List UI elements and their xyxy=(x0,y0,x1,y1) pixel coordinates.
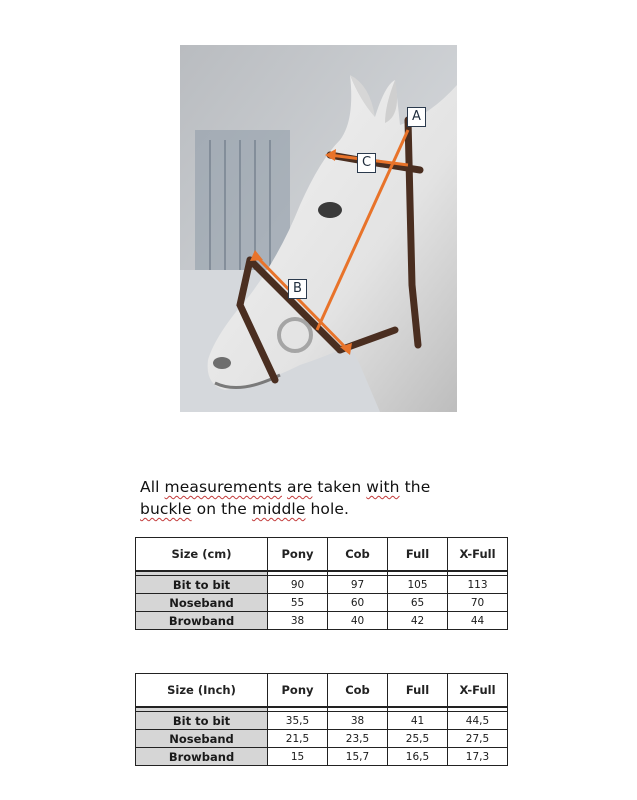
column-header: Pony xyxy=(268,674,328,708)
table-cell: 90 xyxy=(268,576,328,594)
column-header: Full xyxy=(388,538,448,572)
table-cell: 38 xyxy=(328,712,388,730)
table-cell: 41 xyxy=(388,712,448,730)
table-cell: 105 xyxy=(388,576,448,594)
column-header: Full xyxy=(388,674,448,708)
note-line-2 xyxy=(140,498,470,520)
table-cell: 15 xyxy=(268,748,328,766)
table-cell: 27,5 xyxy=(448,730,508,748)
spellcheck-word: middle xyxy=(251,500,306,518)
table-cell: 65 xyxy=(388,594,448,612)
table-cell: 113 xyxy=(448,576,508,594)
measurement-note xyxy=(140,476,470,520)
size-table-cm xyxy=(135,537,508,630)
column-header: Size (cm) xyxy=(136,538,268,572)
table-cell: 38 xyxy=(268,612,328,630)
row-label: Browband xyxy=(136,612,268,630)
table-cell: 16,5 xyxy=(388,748,448,766)
row-label: Noseband xyxy=(136,594,268,612)
column-header: Cob xyxy=(328,538,388,572)
column-header: Size (Inch) xyxy=(136,674,268,708)
marker-c-label: C xyxy=(357,153,376,173)
table-cell: 55 xyxy=(268,594,328,612)
table-row xyxy=(136,730,508,748)
spellcheck-word: are xyxy=(287,478,313,496)
table-header-row xyxy=(136,674,508,708)
table-cell: 15,7 xyxy=(328,748,388,766)
note-text: All xyxy=(140,478,165,496)
row-label: Browband xyxy=(136,748,268,766)
table-row xyxy=(136,576,508,594)
column-header: X-Full xyxy=(448,538,508,572)
horse-illustration xyxy=(180,45,457,412)
horse-bridle-photo xyxy=(180,45,457,412)
table-row xyxy=(136,712,508,730)
column-header: X-Full xyxy=(448,674,508,708)
table-header-row xyxy=(136,538,508,572)
table-cell: 44,5 xyxy=(448,712,508,730)
table-cell: 42 xyxy=(388,612,448,630)
table-cell: 35,5 xyxy=(268,712,328,730)
table-cell: 70 xyxy=(448,594,508,612)
table-cell: 25,5 xyxy=(388,730,448,748)
table-cell: 17,3 xyxy=(448,748,508,766)
note-text: on the xyxy=(191,500,252,518)
row-label: Bit to bit xyxy=(136,712,268,730)
table-cell: 21,5 xyxy=(268,730,328,748)
note-text: the xyxy=(399,478,431,496)
spellcheck-word: with xyxy=(366,478,400,496)
marker-b-label: B xyxy=(288,279,307,299)
row-label: Bit to bit xyxy=(136,576,268,594)
column-header: Pony xyxy=(268,538,328,572)
size-table-inch xyxy=(135,673,508,766)
table-cell: 97 xyxy=(328,576,388,594)
row-label: Noseband xyxy=(136,730,268,748)
table-row xyxy=(136,748,508,766)
table-cell: 60 xyxy=(328,594,388,612)
table-cell: 40 xyxy=(328,612,388,630)
table-cell: 44 xyxy=(448,612,508,630)
column-header: Cob xyxy=(328,674,388,708)
marker-a-label: A xyxy=(407,107,426,127)
note-line-1 xyxy=(140,476,470,498)
spellcheck-word: measurements xyxy=(164,478,282,496)
note-text: hole. xyxy=(305,500,350,518)
note-text: taken xyxy=(312,478,367,496)
spellcheck-word: buckle xyxy=(140,500,192,518)
table-row xyxy=(136,612,508,630)
table-row xyxy=(136,594,508,612)
table-cell: 23,5 xyxy=(328,730,388,748)
